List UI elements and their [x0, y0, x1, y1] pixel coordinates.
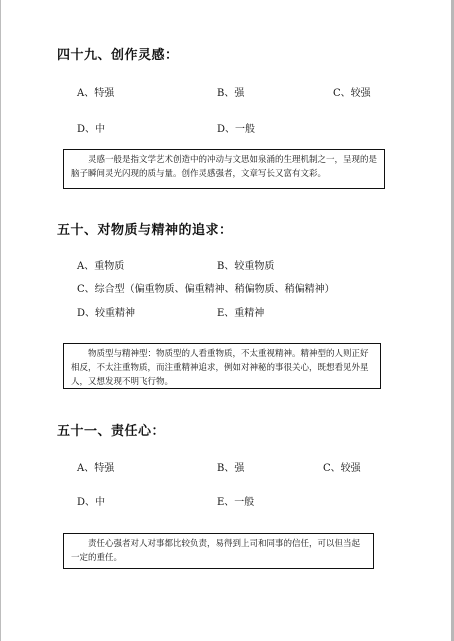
explanation-box: 灵感一般是指文学艺术创造中的冲动与文思如泉涌的生理机制之一，呈现的是脑子瞬间灵光闪现的质与量。创作灵感强者，文章写长又富有文彩。	[63, 149, 385, 189]
option-c: C、较强	[323, 463, 361, 474]
option-d: D、中	[77, 497, 106, 508]
option-c: C、较强	[333, 88, 371, 99]
page-edge-left	[0, 0, 1, 641]
option-d-2: D、一般	[217, 124, 256, 135]
option-d: D、较重精神	[77, 308, 136, 319]
question-heading: 五十、对物质与精神的追求：	[57, 223, 233, 238]
option-e: E、重精神	[217, 308, 265, 319]
question-heading: 五十一、责任心：	[57, 424, 166, 439]
option-a: A、特强	[77, 88, 115, 99]
option-b: B、较重物质	[217, 261, 275, 272]
option-d: D、中	[77, 124, 106, 135]
explanation-box: 物质型与精神型：物质型的人看重物质，不太重视精神。精神型的人则正好相反，不太注重物质，而注重精神追求，例如对神秘的事很关心，既想看见外星人，又想发现不明飞行物。	[63, 343, 381, 389]
option-a: A、重物质	[77, 261, 125, 272]
option-c: C、综合型（偏重物质、偏重精神、稍偏物质、稍偏精神）	[77, 284, 335, 295]
option-a: A、特强	[77, 463, 115, 474]
option-e: E、一般	[217, 497, 255, 508]
question-heading: 四十九、创作灵感：	[57, 48, 179, 63]
explanation-box: 责任心强者对人对事都比较负责，易得到上司和同事的信任，可以但当起一定的重任。	[63, 533, 374, 569]
option-b: B、强	[217, 463, 245, 474]
option-b: B、强	[217, 88, 245, 99]
